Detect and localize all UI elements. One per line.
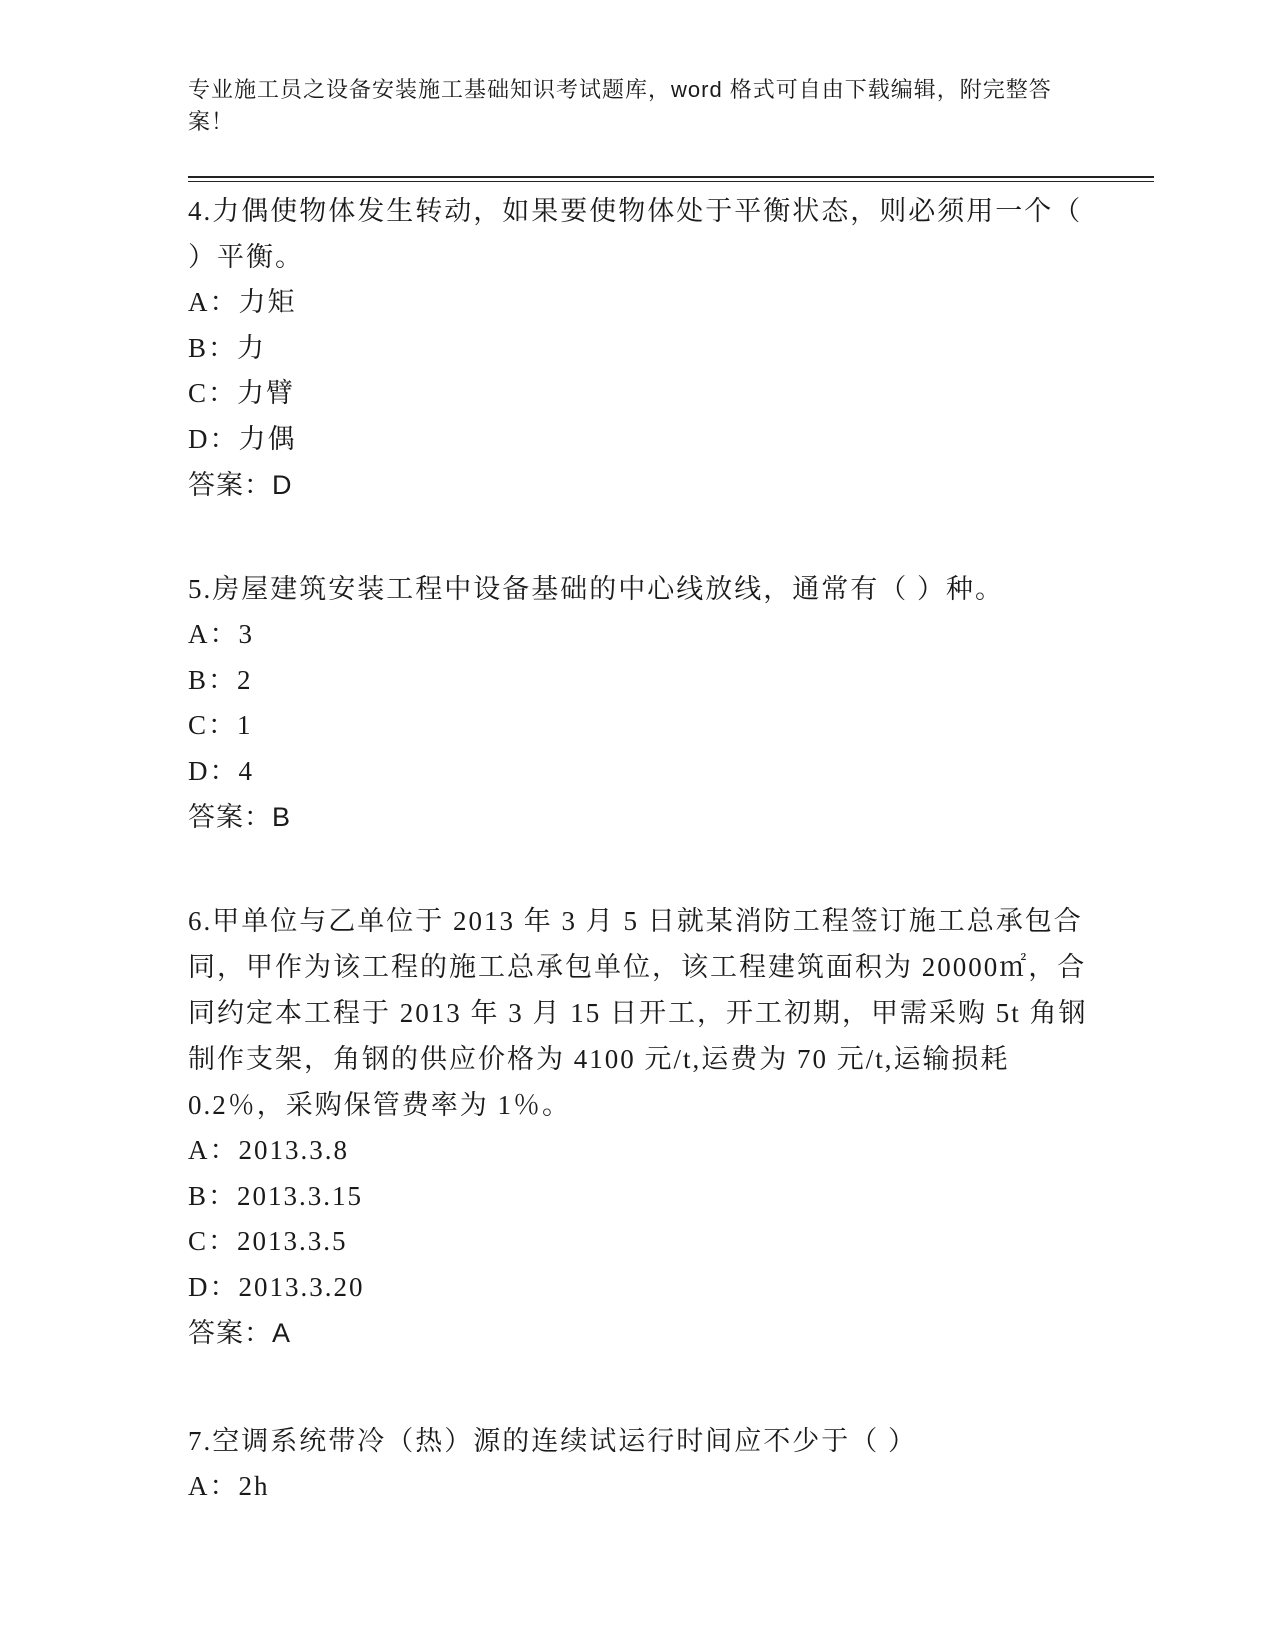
option-a: A：力矩 xyxy=(188,287,297,317)
question-6 xyxy=(188,898,1088,1356)
option-d: D：力偶 xyxy=(188,423,297,454)
option-d: D：4 xyxy=(188,755,254,786)
option-a: A：3 xyxy=(188,619,254,649)
option-b: B：2 xyxy=(188,664,253,695)
question-list xyxy=(188,188,1088,1510)
question-stem: 5.房屋建筑安装工程中设备基础的中心线放线，通常有（ ）种。 xyxy=(188,574,1004,604)
answer-line: 答案：D xyxy=(188,470,293,500)
option-d: D：2013.3.20 xyxy=(188,1271,365,1302)
question-5 xyxy=(188,566,1088,840)
option-c: C：2013.3.5 xyxy=(188,1226,348,1256)
header-divider-thick xyxy=(188,176,1154,178)
answer-line: 答案：A xyxy=(188,1318,292,1348)
option-a: A：2013.3.8 xyxy=(188,1135,349,1165)
question-7 xyxy=(188,1418,1088,1510)
question-4 xyxy=(188,188,1088,508)
option-c: C：力臂 xyxy=(188,378,296,408)
question-stem: 4.力偶使物体发生转动，如果要使物体处于平衡状态，则必须用一个（ ）平衡。 xyxy=(188,196,1083,272)
option-a: A：2h xyxy=(188,1471,270,1501)
question-stem: 6.甲单位与乙单位于 2013 年 3 月 5 日就某消防工程签订施工总承包合同，甲作为该工程的施工总承包单位，该工程建筑面积为 20000㎡，合同约定本工程于 2013 年 3 月 15 日开工，开工初期，甲需采购 5t 角钢制作支架，角钢的供应价格为 4100 元/t,运费为 70 元/t,运输损耗 0.2％，采购保管费率为 1％。 xyxy=(188,906,1088,1120)
option-b: B：2013.3.15 xyxy=(188,1180,364,1211)
option-c: C：1 xyxy=(188,710,253,740)
document-page xyxy=(188,0,1148,1650)
option-b: B：力 xyxy=(188,332,267,363)
question-stem: 7.空调系统带冷（热）源的连续试运行时间应不少于（ ） xyxy=(188,1426,917,1456)
answer-line: 答案：B xyxy=(188,802,292,832)
header-divider-thin xyxy=(188,181,1154,182)
question-spacer xyxy=(188,1356,1088,1418)
question-spacer xyxy=(188,508,1088,566)
document-header: 专业施工员之设备安装施工基础知识考试题库，word 格式可自由下载编辑，附完整答案！ xyxy=(188,77,1052,134)
question-spacer xyxy=(188,840,1088,898)
